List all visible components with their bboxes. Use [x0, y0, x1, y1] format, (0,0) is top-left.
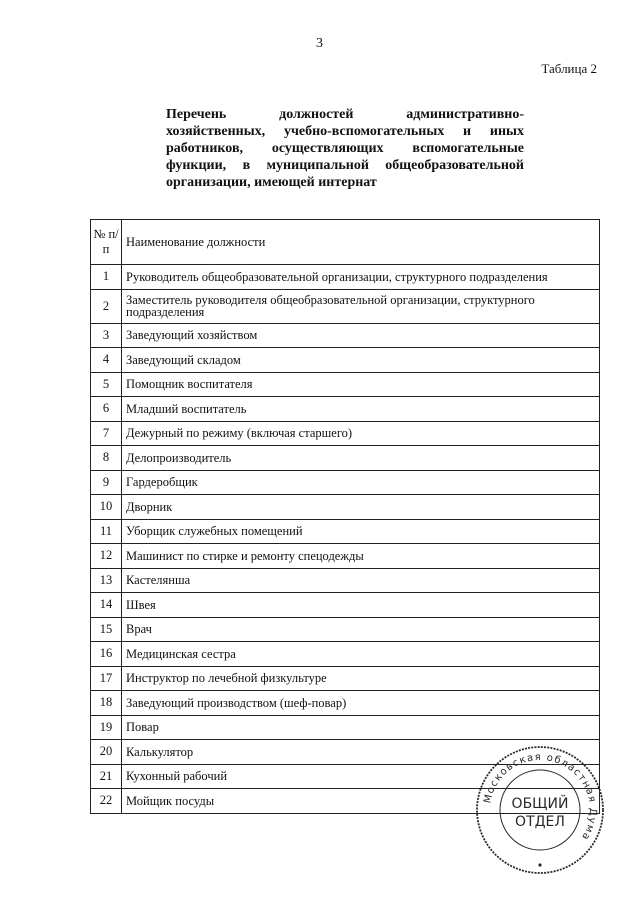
row-position-name: Швея [122, 593, 600, 618]
row-number: 16 [91, 642, 122, 667]
row-position-name: Инструктор по лечебной физкультуре [122, 666, 600, 691]
table-row [91, 265, 600, 290]
table-header-row [91, 220, 600, 265]
row-position-name: Заведующий производством (шеф-повар) [122, 691, 600, 716]
table-row [91, 666, 600, 691]
row-position-name: Кухонный рабочий [122, 764, 600, 789]
table-row [91, 470, 600, 495]
table-row [91, 593, 600, 618]
row-number: 2 [91, 289, 122, 323]
table-row [91, 617, 600, 642]
stamp-ring-text: Московская областная Дума [482, 751, 599, 843]
document-title: Перечень должностей административно-хозяйственных, учебно-вспомогательных и иных работников, осуществляющих вспомогательные функции, в муниципальной общеобразовательной организации, имеющей интернат [166, 107, 524, 190]
row-number: 17 [91, 666, 122, 691]
column-header-number: № п/п [91, 220, 122, 265]
row-number: 11 [91, 519, 122, 544]
stamp-line-2: ОТДЕЛ [515, 814, 565, 830]
row-position-name: Калькулятор [122, 740, 600, 765]
table-row [91, 568, 600, 593]
row-number: 6 [91, 397, 122, 422]
row-position-name: Врач [122, 617, 600, 642]
row-number: 10 [91, 495, 122, 520]
table-row [91, 372, 600, 397]
table-row [91, 446, 600, 471]
table-row [91, 289, 600, 323]
table-row [91, 544, 600, 569]
table-row [91, 323, 600, 348]
row-position-name: Руководитель общеобразовательной организации, структурного подразделения [122, 265, 600, 290]
table-body [91, 265, 600, 814]
positions-table [90, 219, 600, 814]
row-number: 13 [91, 568, 122, 593]
row-number: 19 [91, 715, 122, 740]
row-number: 9 [91, 470, 122, 495]
row-position-name: Дворник [122, 495, 600, 520]
table-row [91, 495, 600, 520]
row-position-name: Кастелянша [122, 568, 600, 593]
row-number: 3 [91, 323, 122, 348]
page-number: 3 [316, 36, 323, 51]
row-number: 22 [91, 789, 122, 814]
table-label: Таблица 2 [541, 61, 597, 76]
table-row [91, 397, 600, 422]
row-number: 12 [91, 544, 122, 569]
row-position-name: Машинист по стирке и ремонту спецодежды [122, 544, 600, 569]
table-row [91, 348, 600, 373]
row-number: 20 [91, 740, 122, 765]
row-number: 5 [91, 372, 122, 397]
row-position-name: Дежурный по режиму (включая старшего) [122, 421, 600, 446]
row-position-name: Заведующий складом [122, 348, 600, 373]
row-number: 1 [91, 265, 122, 290]
row-number: 14 [91, 593, 122, 618]
table-row [91, 715, 600, 740]
row-position-name: Младший воспитатель [122, 397, 600, 422]
stamp [474, 744, 606, 876]
stamp-star [538, 863, 541, 866]
row-number: 15 [91, 617, 122, 642]
table-row [91, 421, 600, 446]
row-number: 21 [91, 764, 122, 789]
stamp-line-1: ОБЩИЙ [511, 796, 569, 812]
row-position-name: Делопроизводитель [122, 446, 600, 471]
table-row [91, 519, 600, 544]
row-position-name: Гардеробщик [122, 470, 600, 495]
row-position-name: Уборщик служебных помещений [122, 519, 600, 544]
row-position-name: Заместитель руководителя общеобразовательной организации, структурного подразделения [122, 289, 600, 323]
row-position-name: Мойщик посуды [122, 789, 600, 814]
row-number: 4 [91, 348, 122, 373]
table-row [91, 691, 600, 716]
row-number: 8 [91, 446, 122, 471]
row-position-name: Заведующий хозяйством [122, 323, 600, 348]
row-position-name: Медицинская сестра [122, 642, 600, 667]
row-position-name: Помощник воспитателя [122, 372, 600, 397]
column-header-name: Наименование должности [122, 220, 600, 265]
row-position-name: Повар [122, 715, 600, 740]
table-row [91, 642, 600, 667]
row-number: 18 [91, 691, 122, 716]
row-number: 7 [91, 421, 122, 446]
